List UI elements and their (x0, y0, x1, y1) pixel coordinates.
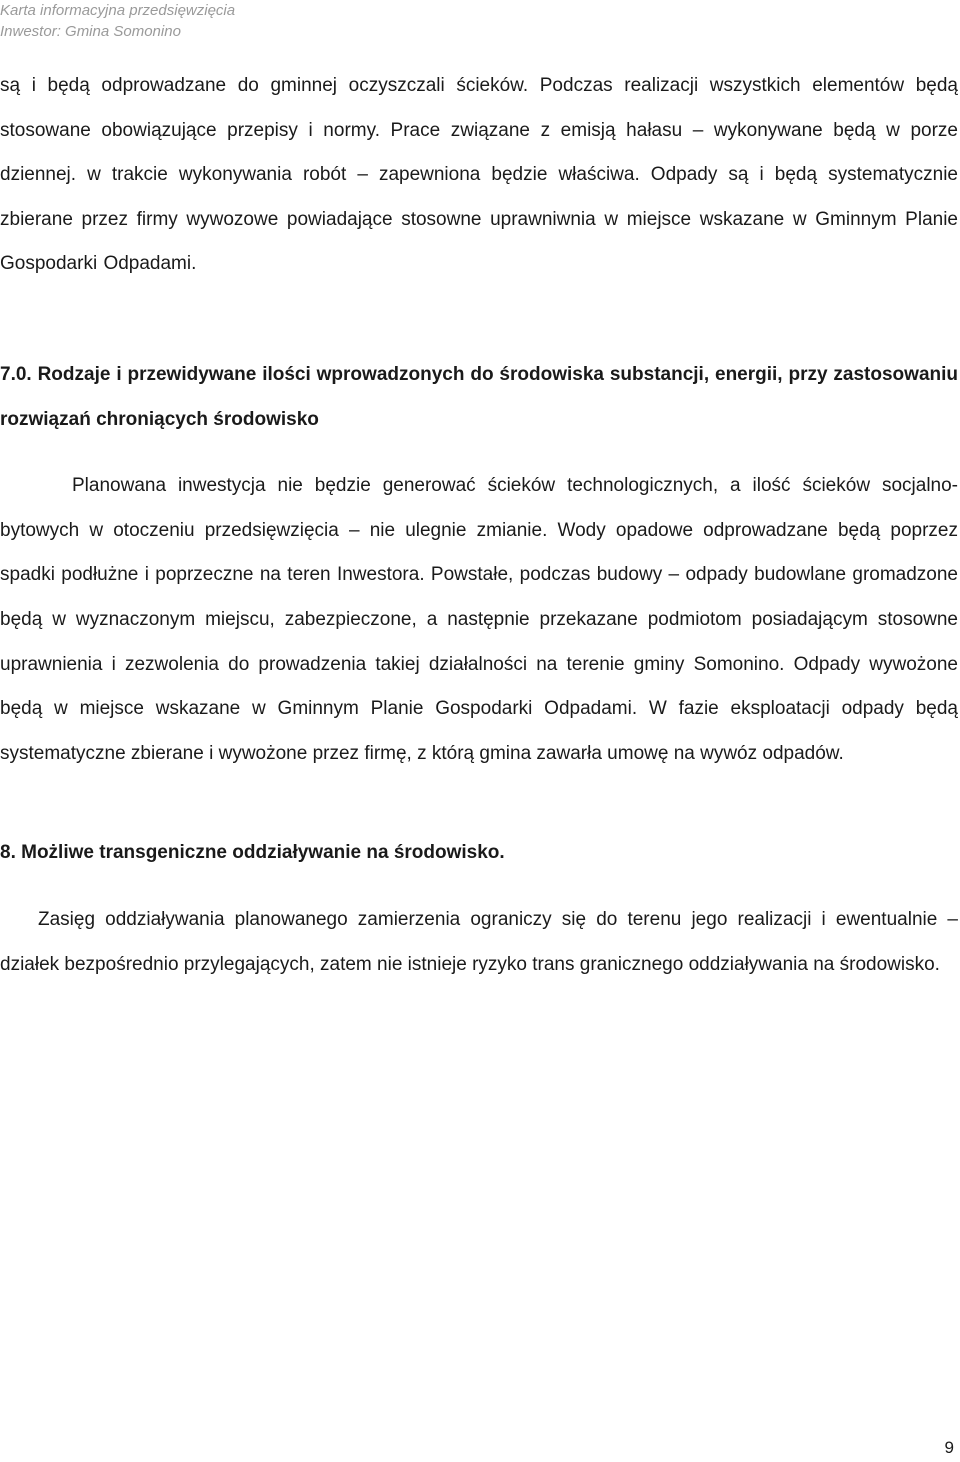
header-title: Karta informacyjna przedsięwzięcia (0, 2, 236, 19)
section-8-paragraph: Zasięg oddziaływania planowanego zamierzenia ograniczy się do terenu jego realizacji i ewentualnie – działek bezpośrednio przylegających, zatem nie istnieje ryzyko trans granicznego oddziaływania na środowisko. (0, 908, 958, 975)
paragraph-continuation: są i będą odprowadzane do gminnej oczyszczali ścieków. Podczas realizacji wszystkich elementów będą stosowane obowiązujące przepisy i normy. Prace związane z emisją hałasu – wykonywane będą w porze dziennej. w trakcie wykonywania robót – zapewniona będzie właściwa. Odpady są i będą systematycznie zbierane przez firmy wywozowe powiadające stosowne uprawniwnia w miejsce wskazane w Gminnym Planie Gospodarki Odpadami. (0, 75, 958, 275)
page-number: 9 (944, 1438, 954, 1457)
section-7-paragraph: Planowana inwestycja nie będzie generować ścieków technologicznych, a ilość ścieków socjalno-bytowych w otoczeniu przedsięwzięcia – nie ulegnie zmianie. Wody opadowe odprowadzane będą poprzez spadki podłużne i poprzeczne na teren Inwestora. Powstałe, podczas budowy – odpady budowlane gromadzone będą w wyznaczonym miejscu, zabezpieczone, a następnie przekazane podmiotom posiadającym stosowne uprawnienia i zezwolenia do prowadzenia takiej działalności na terenie gminy Somonino. Odpady wywożone będą w miejsce wskazane w Gminnym Planie Gospodarki Odpadami. W fazie eksploatacji odpady będą systematyczne zbierane i wywożone przez firmę, z którą gmina zawarła umowę na wywóz odpadów. (0, 475, 958, 764)
document-body (0, 64, 958, 987)
header-investor: Inwestor: Gmina Somonino (0, 23, 181, 40)
document-header (0, 0, 235, 42)
section-8-heading: 8. Możliwe transgeniczne oddziaływanie na środowisko. (0, 842, 505, 864)
section-7-heading: 7.0. Rodzaje i przewidywane ilości wprowadzonych do środowiska substancji, energii, przy zastosowaniu rozwiązań chroniących środowisko (0, 363, 958, 430)
